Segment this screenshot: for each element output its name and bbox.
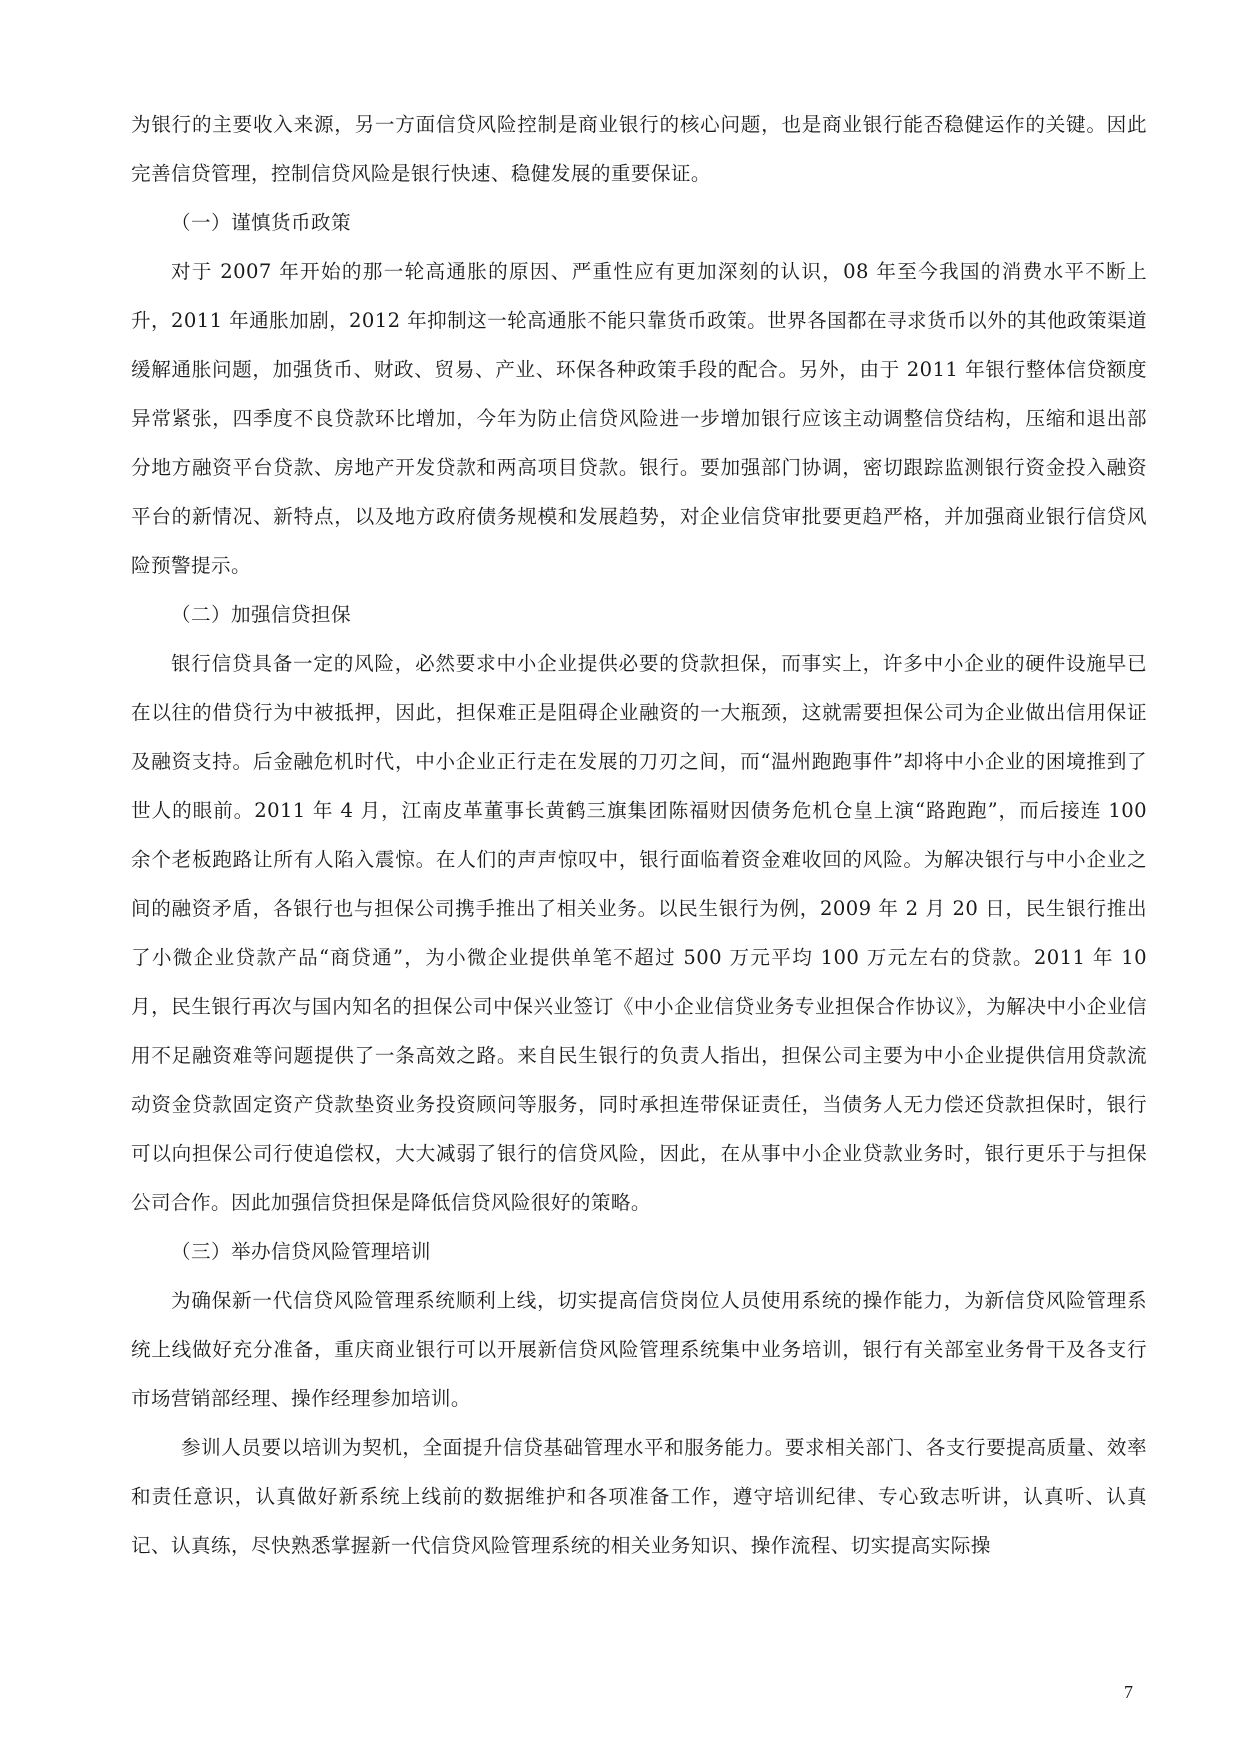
section-heading-credit-guarantee: （二）加强信贷担保 bbox=[171, 603, 351, 626]
paragraph-credit-guarantee: 银行信贷具备一定的风险，必然要求中小企业提供必要的贷款担保，而事实上，许多中小企业的硬件设施早已在以往的借贷行为中被抵押，因此，担保难正是阻碍企业融资的一大瓶颈，这就需要担保公司为企业做出信用保证及融资支持。后金融危机时代，中小企业正行走在发展的刀刃之间，而“温州跑跑事件”却将中小企业的困境推到了世人的眼前。2011 年 4 月，江南皮革董事长黄鹤三旗集团陈福财因债务危机仓皇上演“路跑跑”，而后接连 100 余个老板跑路让所有人陷入震惊。在人们的声声惊叹中，银行面临着资金难收回的风险。为解决银行与中小企业之间的融资矛盾，各银行也与担保公司携手推出了相关业务。以民生银行为例，2009 年 2 月 20 日，民生银行推出了小微企业贷款产品“商贷通”，为小微企业提供单笔不超过 500 万元平均 100 万元左右的贷款。2011 年 10 月，民生银行再次与国内知名的担保公司中保兴业签订《中小企业信贷业务专业担保合作协议》，为解决中小企业信用不足融资难等问题提供了一条高效之路。来自民生银行的负责人指出，担保公司主要为中小企业提供信用贷款流动资金贷款固定资产贷款垫资业务投资顾问等服务，同时承担连带保证责任，当债务人无力偿还贷款担保时，银行可以向担保公司行使追偿权，大大减弱了银行的信贷风险，因此，在从事中小企业贷款业务时，银行更乐于与担保公司合作。因此加强信贷担保是降低信贷风险很好的策略。 bbox=[131, 652, 1147, 1214]
section-heading-prudent-monetary-policy: （一）谨慎货币政策 bbox=[171, 211, 351, 234]
paragraph-training-purpose: 为确保新一代信贷风险管理系统顺利上线，切实提高信贷岗位人员使用系统的操作能力，为新信贷风险管理系统上线做好充分准备，重庆商业银行可以开展新信贷风险管理系统集中业务培训，银行有关部室业务骨干及各支行市场营销部经理、操作经理参加培训。 bbox=[131, 1289, 1147, 1410]
paragraph-training-requirements: 参训人员要以培训为契机，全面提升信贷基础管理水平和服务能力。要求相关部门、各支行要提高质量、效率和责任意识，认真做好新系统上线前的数据维护和各项准备工作，遵守培训纪律、专心致志听讲，认真听、认真记、认真练，尽快熟悉掌握新一代信贷风险管理系统的相关业务知识、操作流程、切实提高实际操 bbox=[131, 1436, 1147, 1557]
paragraph-monetary-policy: 对于 2007 年开始的那一轮高通胀的原因、严重性应有更加深刻的认识，08 年至今我国的消费水平不断上升，2011 年通胀加剧，2012 年抑制这一轮高通胀不能只靠货币政策。世界各国都在寻求货币以外的其他政策渠道缓解通胀问题，加强货币、财政、贸易、产业、环保各种政策手段的配合。另外，由于 2011 年银行整体信贷额度异常紧张，四季度不良贷款环比增加，今年为防止信贷风险进一步增加银行应该主动调整信贷结构，压缩和退出部分地方融资平台贷款、房地产开发贷款和两高项目贷款。银行。要加强部门协调，密切跟踪监测银行资金投入融资平台的新情况、新特点，以及地方政府债务规模和发展趋势，对企业信贷审批要更趋严格，并加强商业银行信贷风险预警提示。 bbox=[131, 260, 1147, 577]
section-heading-risk-training: （三）举办信贷风险管理培训 bbox=[171, 1240, 431, 1263]
page-body bbox=[131, 100, 1147, 1570]
page-number: 7 bbox=[1124, 1682, 1133, 1702]
paragraph-intro-continuation: 为银行的主要收入来源，另一方面信贷风险控制是商业银行的核心问题，也是商业银行能否稳健运作的关键。因此完善信贷管理，控制信贷风险是银行快速、稳健发展的重要保证。 bbox=[131, 113, 1147, 185]
